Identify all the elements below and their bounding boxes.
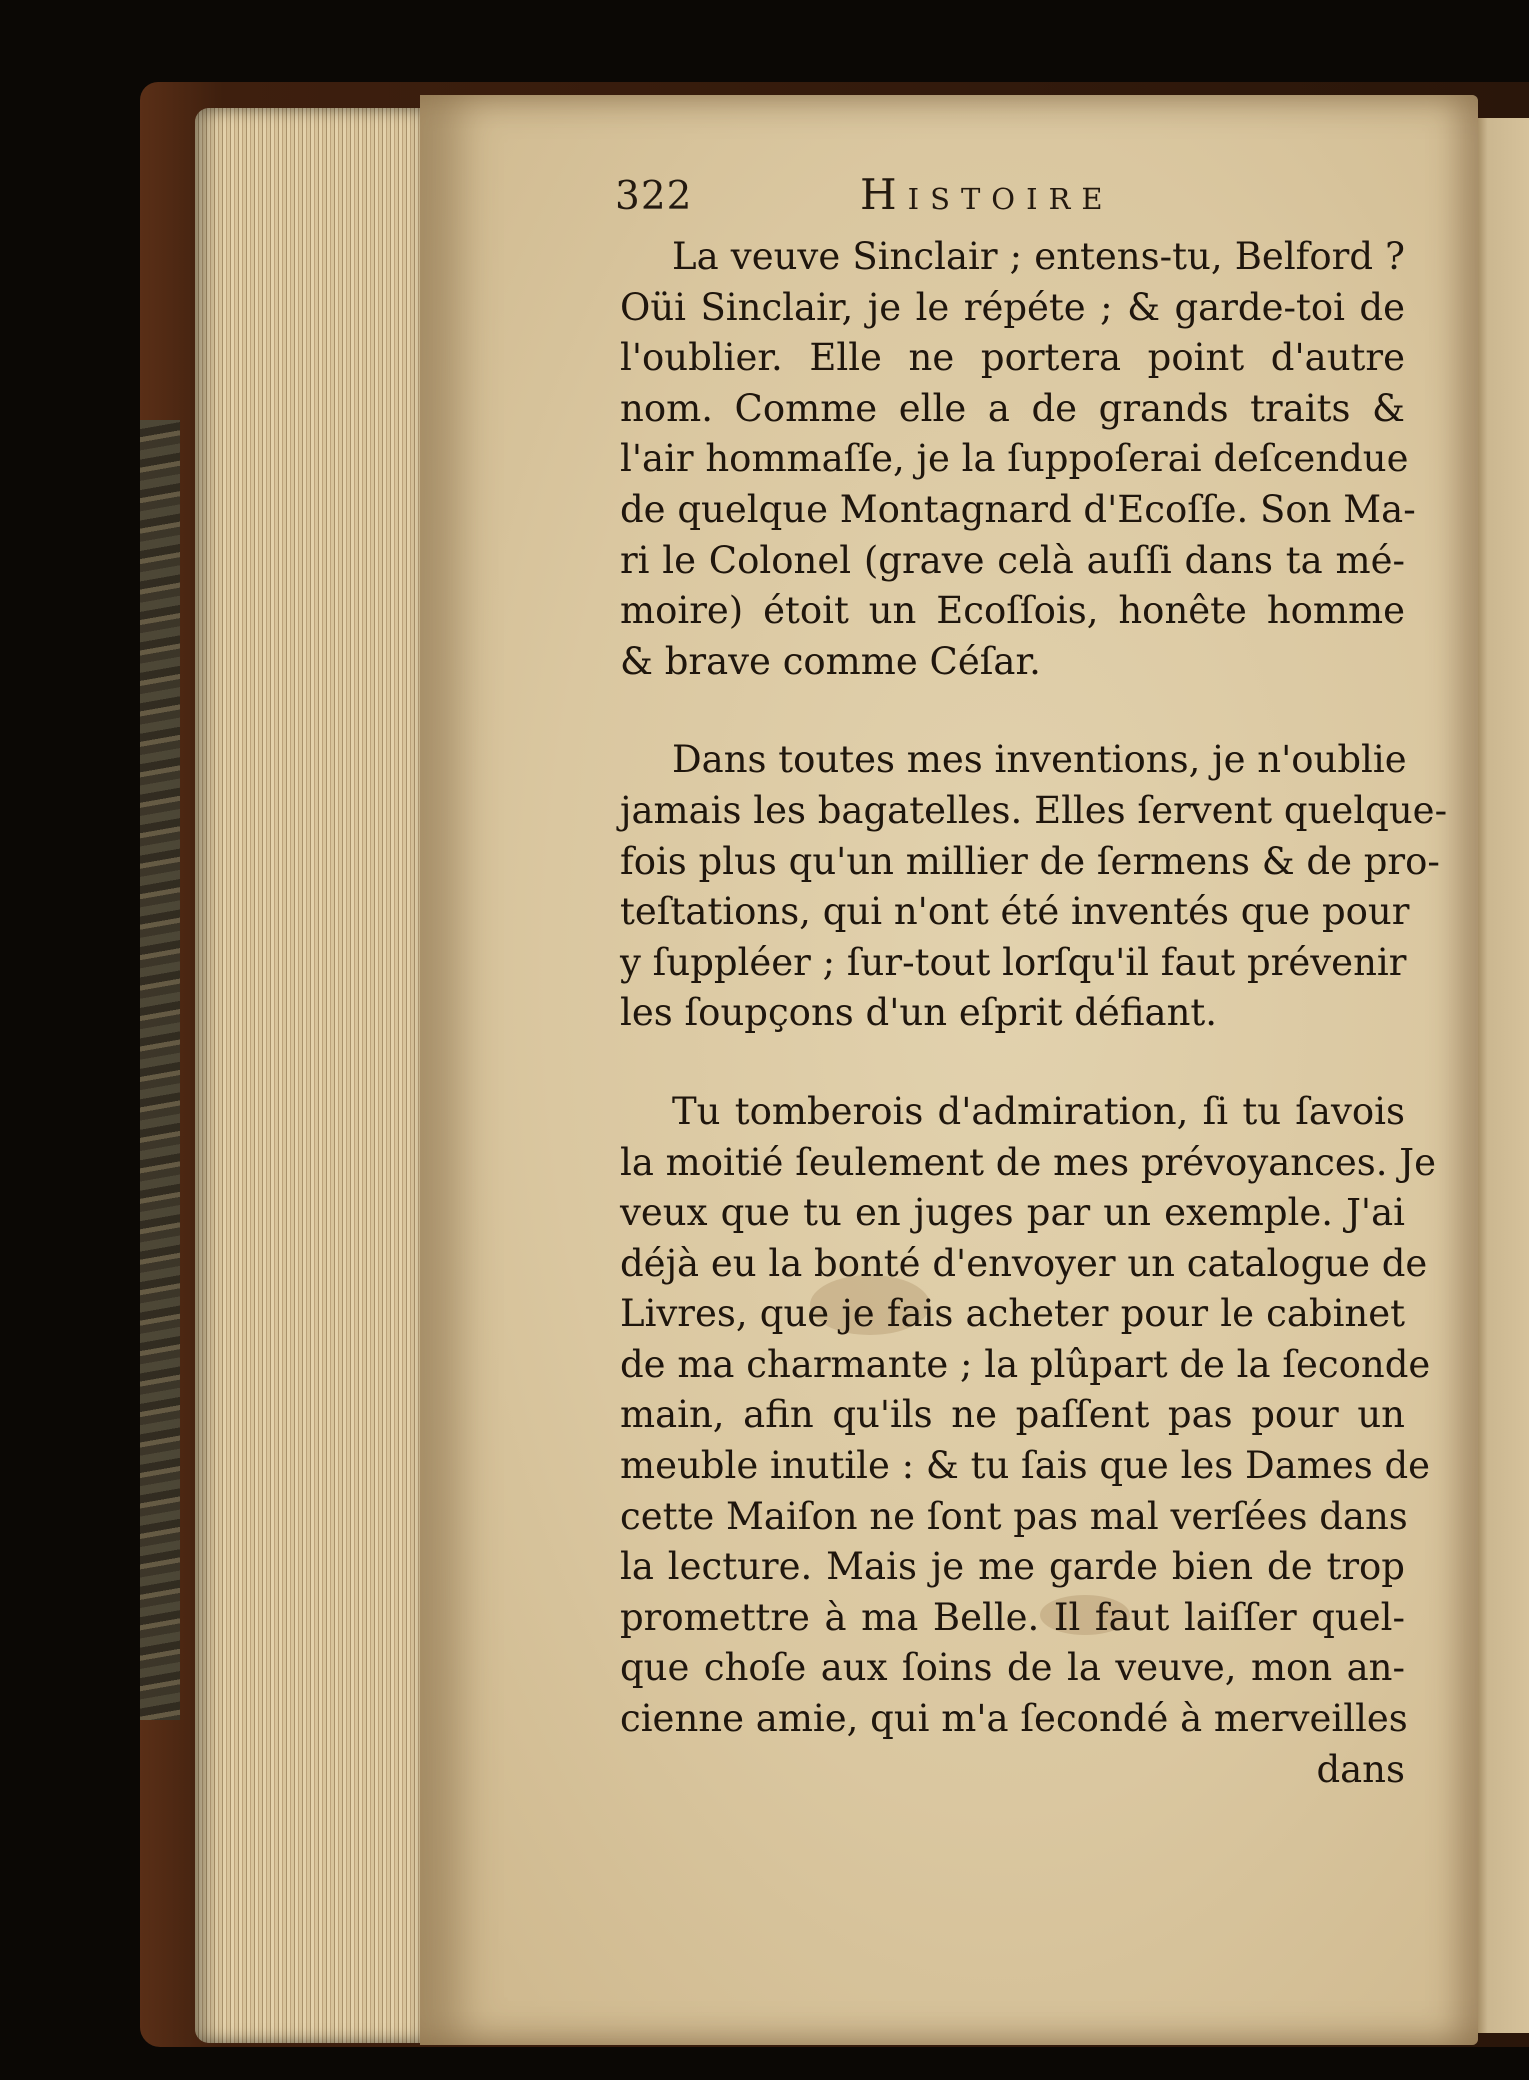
text-line: ri le Colonel (grave celà auſſi dans ta mé- [620, 538, 1405, 582]
text-line: meuble inutile : & tu ſais que les Dames de [620, 1444, 1431, 1488]
catchword: dans [1316, 1747, 1405, 1791]
text-line: main, afin qu'ils ne paſſent pas pour un [620, 1393, 1405, 1437]
text-line: la moitié ſeulement de mes prévoyances. Je [620, 1140, 1436, 1184]
text-line: Oüi Sinclair, je le répéte ; & garde-toi de [620, 285, 1405, 329]
page-edges [195, 108, 430, 2043]
text-line: y ſuppléer ; ſur-tout lorſqu'il faut prévenir [620, 940, 1407, 984]
text-line: cienne amie, qui m'a ſecondé à merveilles [620, 1697, 1408, 1741]
text-line: la lecture. Mais je me garde bien de trop [620, 1545, 1405, 1589]
text-line: l'oublier. Elle ne portera point d'autre [620, 336, 1405, 380]
text-line: de quelque Montagnard d'Ecoſſe. Son Ma- [620, 487, 1416, 531]
marbled-endpaper [140, 420, 180, 1720]
text-line: que choſe aux ſoins de la veuve, mon an- [620, 1646, 1405, 1690]
text-line: nom. Comme elle a de grands traits & [620, 386, 1405, 430]
text-line: déjà eu la bonté d'envoyer un catalogue de [620, 1241, 1428, 1285]
paragraph [620, 1087, 1436, 1745]
paragraph-gap [620, 1039, 1405, 1087]
text-line: & brave comme Céſar. [620, 639, 1041, 683]
page-number: 322 [615, 174, 693, 219]
text-line: Dans toutes mes inventions, je n'oublie [672, 738, 1407, 782]
paragraph-gap [620, 687, 1405, 735]
text-line: moire) étoit un Ecoſſois, honête homme [620, 589, 1405, 633]
text-line: cette Maiſon ne ſont pas mal verſées dans [620, 1494, 1408, 1538]
text-line: jamais les bagatelles. Elles ſervent quelque- [620, 788, 1448, 832]
text-line: Tu tomberois d'admiration, ſi tu ſavois [672, 1089, 1405, 1133]
paragraph [620, 232, 1416, 687]
facing-page-edge [1470, 118, 1529, 2033]
text-line: promettre à ma Belle. Il faut laiſſer quel- [620, 1595, 1405, 1639]
text-line: les ſoupçons d'un eſprit défiant. [620, 991, 1218, 1035]
text-line: fois plus qu'un millier de ſermens & de pro- [620, 839, 1440, 883]
paragraph [620, 735, 1448, 1039]
text-line: teſtations, qui n'ont été inventés que pour [620, 890, 1410, 934]
text-line: La veuve Sinclair ; entens-tu, Belford ? [672, 235, 1405, 278]
text-line: de ma charmante ; la plûpart de la ſeconde [620, 1342, 1431, 1386]
running-title: Histoire [860, 170, 1114, 219]
text-line: veux que tu en juges par un exemple. J'ai [620, 1191, 1405, 1235]
text-line: Livres, que je fais acheter pour le cabinet [620, 1292, 1405, 1336]
page-header [615, 162, 1175, 222]
body-text [620, 232, 1448, 1795]
text-line: l'air hommaſſe, je la ſuppoſerai deſcendue [620, 437, 1409, 481]
